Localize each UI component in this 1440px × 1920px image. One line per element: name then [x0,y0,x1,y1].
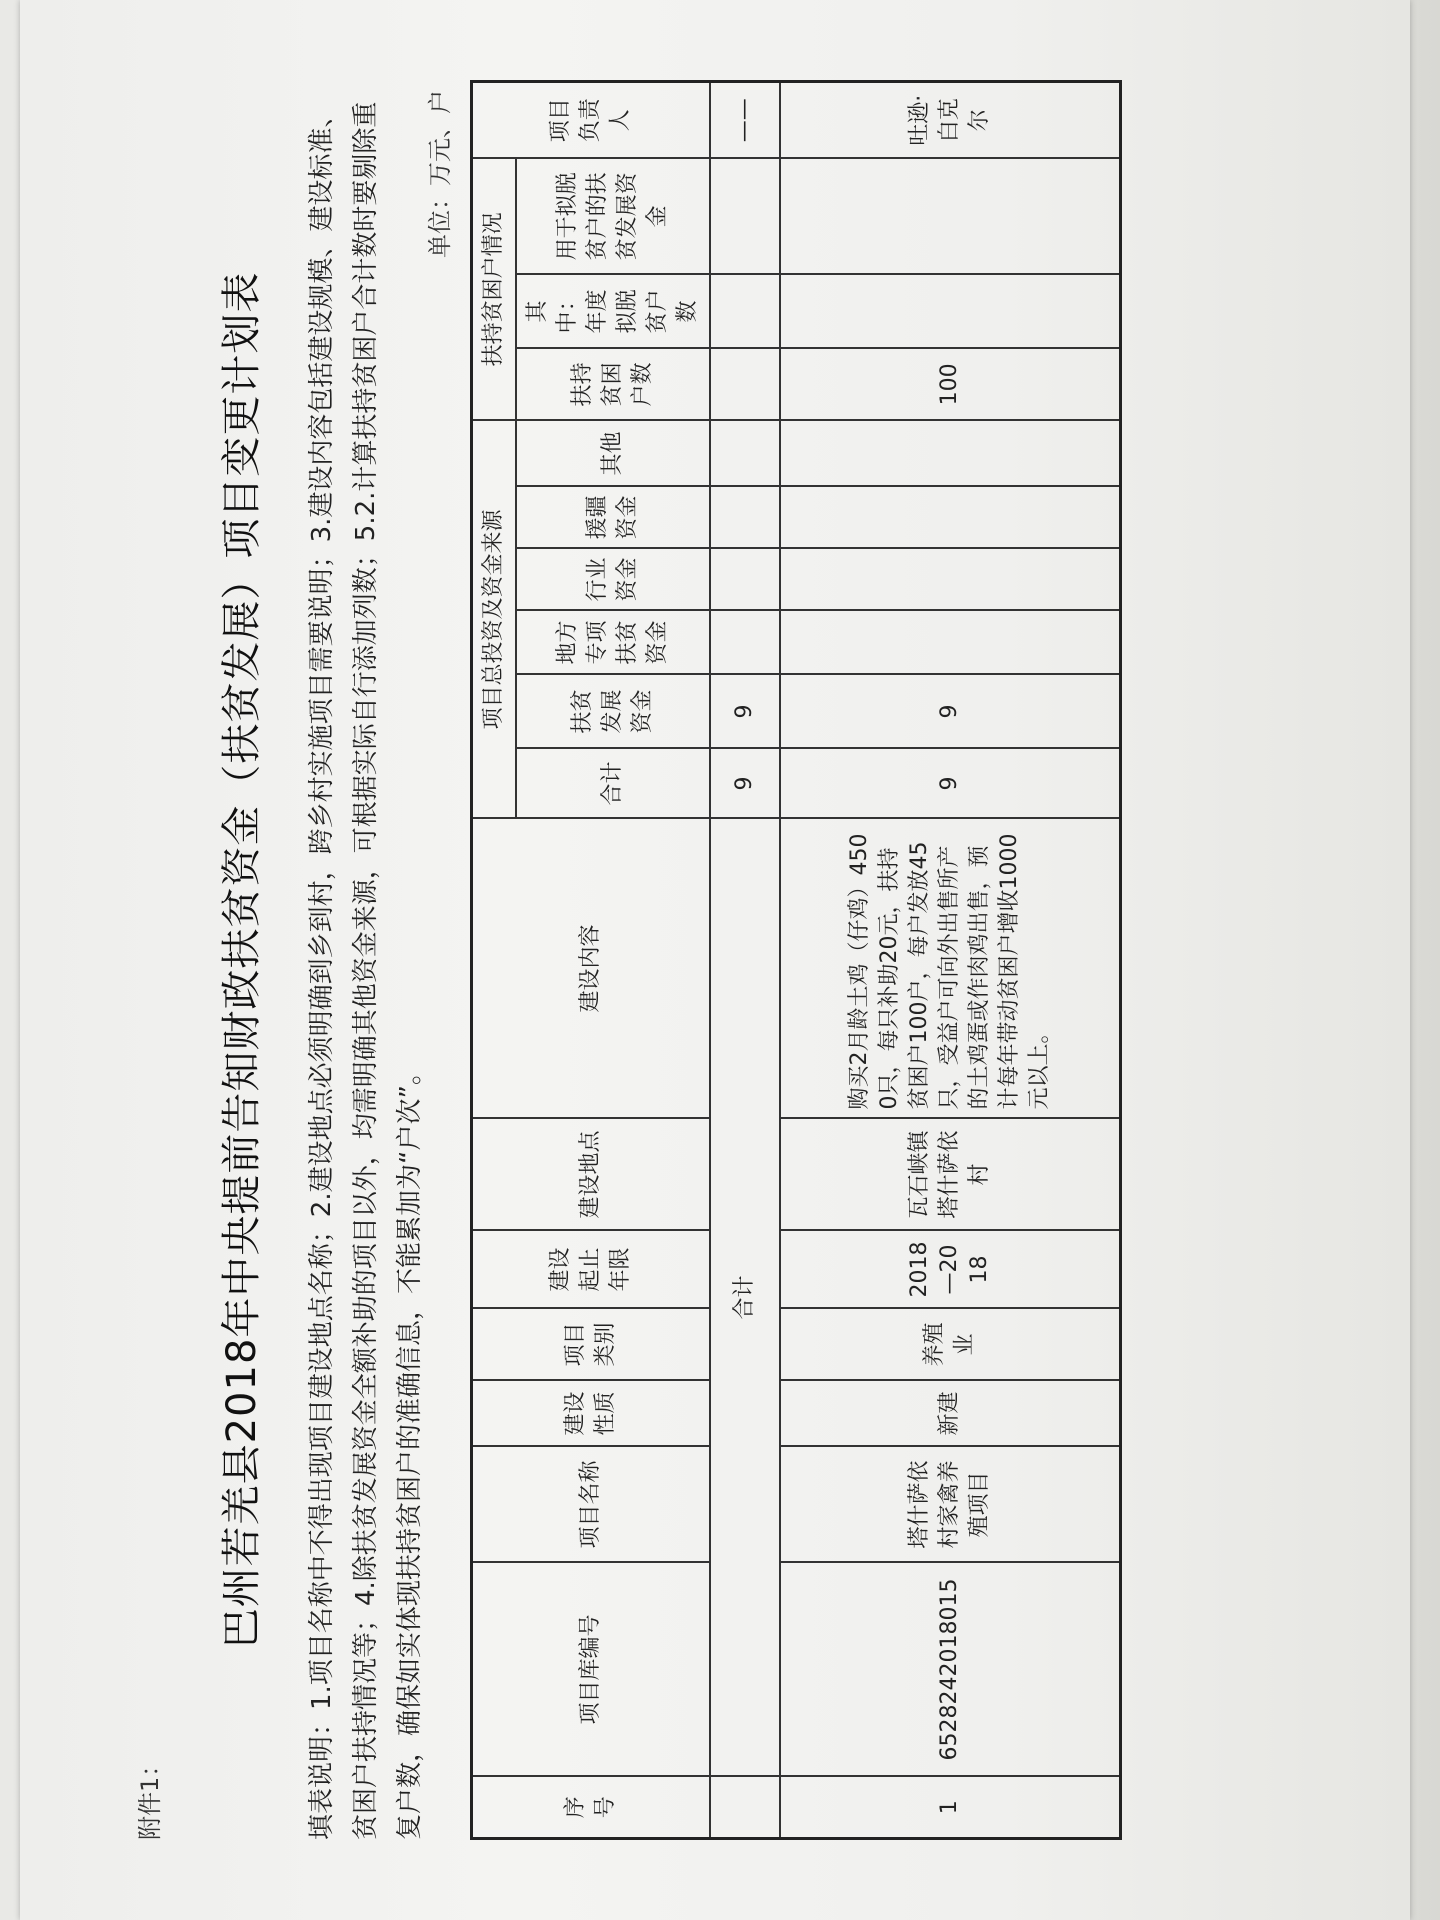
header-fund-industry: 行业资金 [516,549,710,611]
total-fund-poverty: 9 [710,675,780,749]
row-period: 2018—2018 [780,1231,1120,1309]
row-location: 瓦石峡镇塔什萨依村 [780,1119,1120,1231]
total-sum: 9 [710,749,780,819]
row-fund-aid [780,487,1120,549]
total-leader: —— [710,82,780,159]
row-seq: 1 [780,1777,1120,1839]
row-content: 购买2月龄土鸡（仔鸡）4500只，每只补助20元，扶持贫困户100户，每户发放45只，受益户可向外出售所产的土鸡蛋或作肉鸡出售，预计每年带动贫困户增收1000元以上。 [780,819,1120,1119]
header-lib-no: 项目库编号 [472,1563,711,1777]
unit-label: 单位：万元、户 [426,90,454,258]
document-title: 巴州若羌县2018年中央提前告知财政扶贫资金（扶贫发展）项目变更计划表 [219,271,265,1649]
rotated-document [80,60,1400,1860]
row-fund-poverty: 9 [780,675,1120,749]
header-fund-for-exit: 用于拟脱贫户的扶贫发展资金 [516,158,710,274]
header-location: 建设地点 [472,1119,711,1231]
header-nature: 建设性质 [472,1381,711,1447]
header-total: 合计 [516,749,710,819]
header-fund-poverty: 扶贫发展资金 [516,675,710,749]
header-period: 建设起止年限 [472,1231,711,1309]
total-fund-aid [710,487,780,549]
total-fund-local [710,611,780,675]
row-nature: 新建 [780,1381,1120,1447]
row-total: 9 [780,749,1120,819]
header-households-total: 扶持贫困户数 [516,348,710,420]
row-fund-local [780,611,1120,675]
header-content: 建设内容 [472,819,711,1119]
row-fund-other [780,420,1120,486]
row-fund-for-exit [780,158,1120,274]
header-fund-aid: 援疆资金 [516,487,710,549]
header-households-exit: 其中：年度拟脱贫户数 [516,274,710,348]
header-seq: 序号 [472,1777,711,1839]
total-households [710,348,780,420]
row-category: 养殖业 [780,1309,1120,1381]
header-category: 项目类别 [472,1309,711,1381]
fill-instructions: 填表说明：1.项目名称中不得出现项目建设地点名称；2.建设地点必须明确到乡到村，跨乡村实施项目需要说明；3.建设内容包括建设规模、建设标准、贫困户扶持情况等；4.除扶贫发展资金全额补助的项目以外，均需明确其他资金来源，可根据实际自行添加列数；5.2.计算扶持贫困户合计数时要剔除重复户数，确保如实体现扶持贫困户的准确信息，不能累加为“户次”。 [307,101,425,1840]
header-row-1 [472,82,517,1839]
total-fund-for-exit [710,158,780,274]
total-households-exit [710,274,780,348]
header-households-group: 扶持贫困户情况 [472,158,517,420]
total-label: 合计 [710,819,780,1777]
header-name: 项目名称 [472,1447,711,1563]
header-investment-group: 项目总投资及资金来源 [472,420,517,818]
project-plan-table [470,80,1122,1840]
row-fund-industry [780,549,1120,611]
total-fund-other [710,420,780,486]
table-row [780,82,1120,1839]
row-households-total: 100 [780,348,1120,420]
total-row [710,82,780,1839]
total-seq-cell [710,1777,780,1839]
header-fund-local: 地方专项扶贫资金 [516,611,710,675]
total-fund-industry [710,549,780,611]
paper-sheet [20,0,1410,1920]
row-name: 塔什萨依村家禽养殖项目 [780,1447,1120,1563]
attachment-label: 附件1： [136,1752,164,1840]
header-leader: 项目负责人 [472,82,711,159]
row-households-exit [780,274,1120,348]
header-fund-other: 其他 [516,420,710,486]
row-leader: 吐逊·白克尔 [780,82,1120,159]
row-lib-no: 6528242018015 [780,1563,1120,1777]
